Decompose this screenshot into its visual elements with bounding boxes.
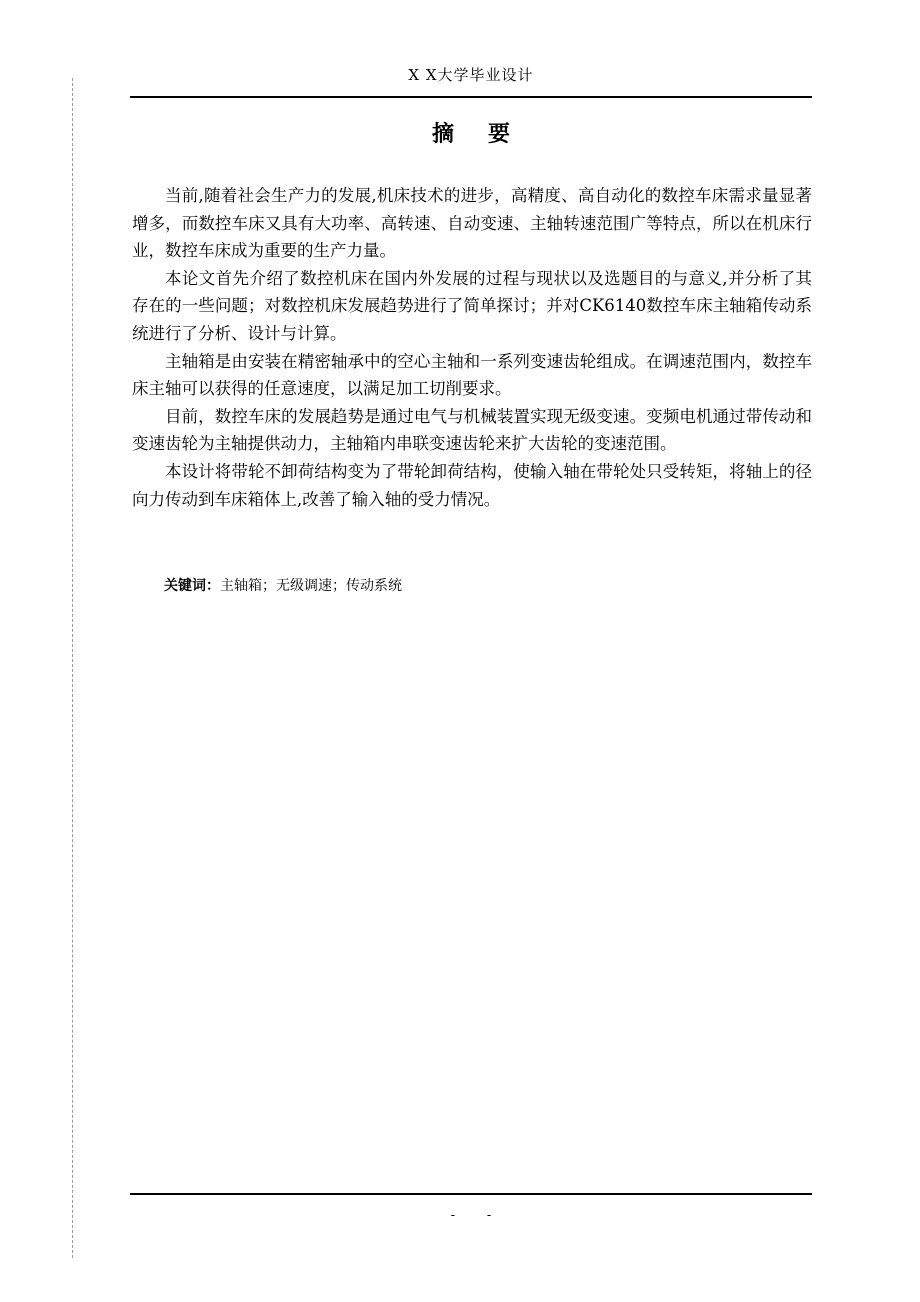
abstract-paragraph-5: 本设计将带轮不卸荷结构变为了带轮卸荷结构，使输入轴在带轮处只受转矩，将轴上的径向力传动到车床箱体上,改善了输入轴的受力情况。 — [132, 461, 812, 509]
abstract-paragraph-4: 目前，数控车床的发展趋势是通过电气与机械装置实现无级变速。变频电机通过带传动和变速齿轮为主轴提供动力，主轴箱内串联变速齿轮来扩大齿轮的变速范围。 — [132, 406, 812, 454]
header-rule — [130, 96, 812, 98]
abstract-paragraph-1: 当前,随着社会生产力的发展,机床技术的进步，高精度、高自动化的数控车床需求量显著增多，而数控车床又具有大功率、高转速、自动变速、主轴转速范围广等特点，所以在机床行业，数控车床成为重要的生产力量。 — [132, 186, 812, 261]
abstract-paragraph-3: 主轴箱是由安装在精密轴承中的空心主轴和一系列变速齿轮组成。在调速范围内，数控车床主轴可以获得的任意速度，以满足加工切削要求。 — [132, 351, 812, 399]
keywords-line — [164, 575, 402, 597]
keywords-label: 关键词： — [164, 578, 220, 594]
abstract-paragraph-2: 本论文首先介绍了数控机床在国内外发展的过程与现状以及选题目的与意义,并分析了其存在的一些问题；对数控机床发展趋势进行了简单探讨；并对CK6140数控车床主轴箱传动系统进行了分析、设计与计算。 — [132, 268, 812, 343]
footer-rule — [130, 1193, 812, 1195]
page-header: X X大学毕业设计 — [408, 66, 534, 84]
abstract-title: 摘要 — [431, 122, 544, 147]
abstract-body — [132, 182, 812, 513]
binding-margin-line — [72, 78, 73, 1258]
keywords-text: 主轴箱；无级调速；传动系统 — [220, 578, 402, 594]
page-number: - - — [450, 1208, 506, 1222]
